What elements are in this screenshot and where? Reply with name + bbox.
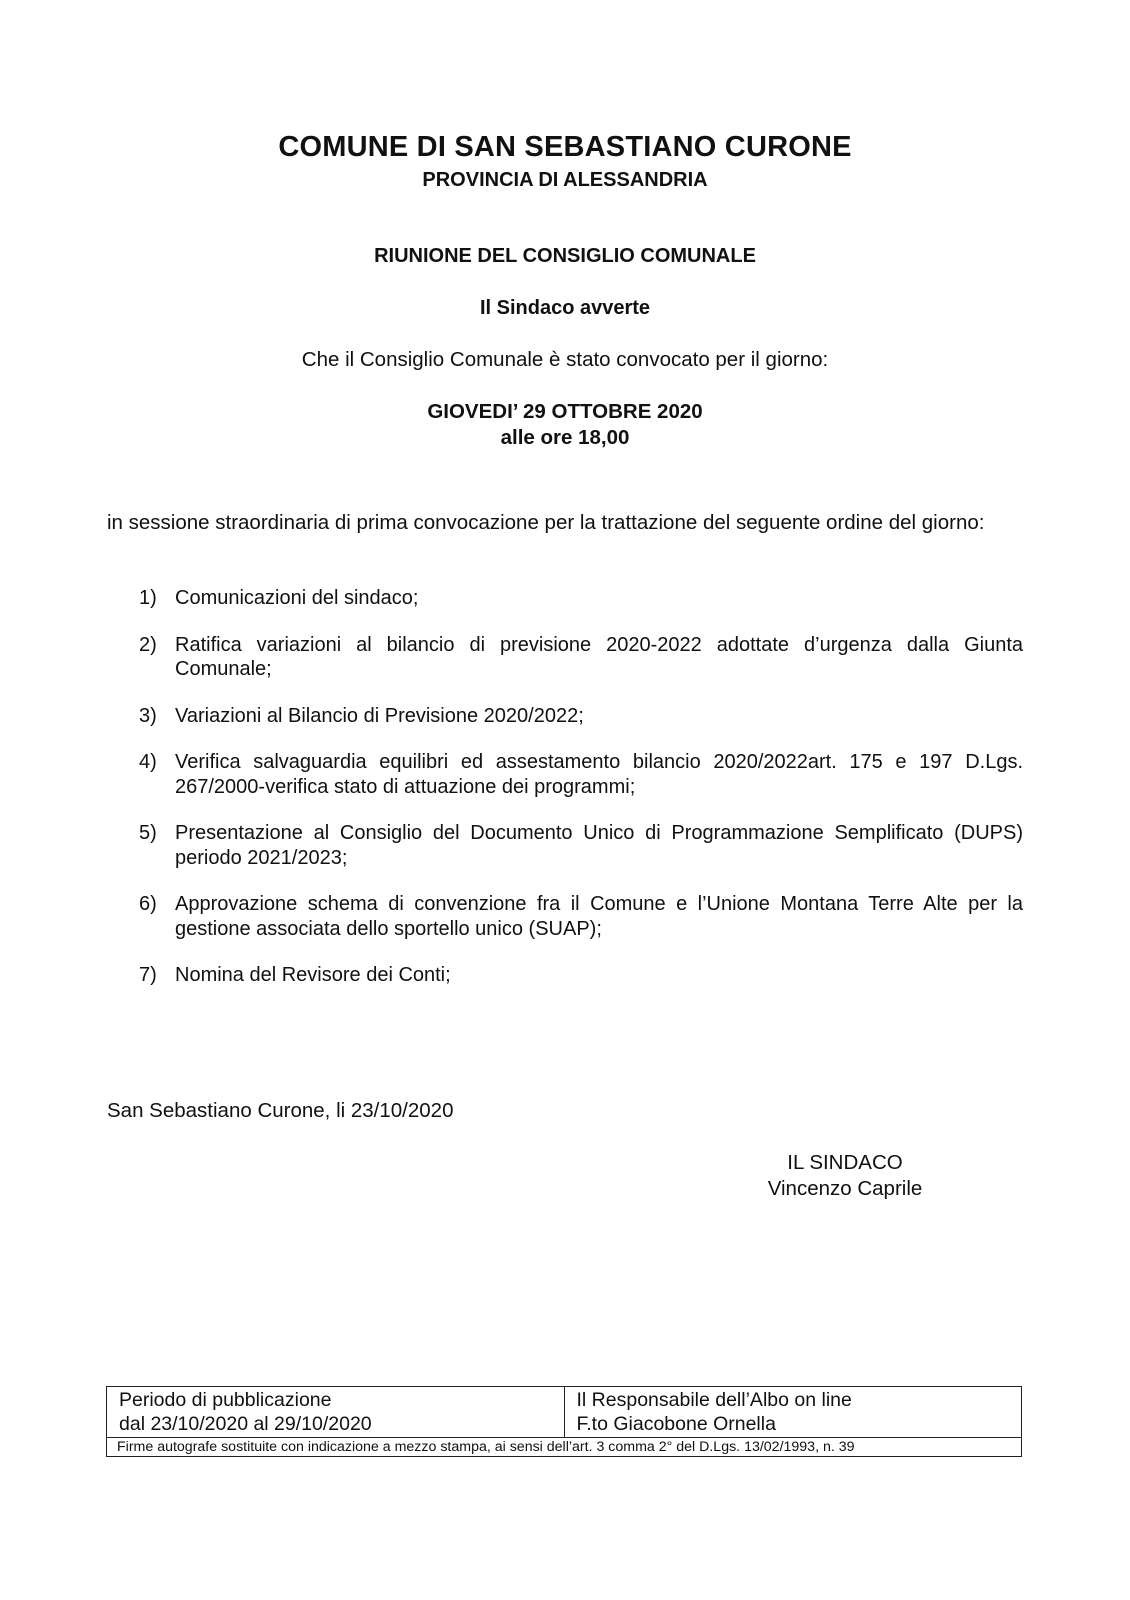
signer-name: Vincenzo Caprile bbox=[767, 1177, 923, 1200]
province-subtitle: PROVINCIA DI ALESSANDRIA bbox=[422, 169, 708, 191]
agenda-item-number: 6) bbox=[139, 893, 157, 915]
agenda-item-text: Comunicazioni del sindaco; bbox=[175, 587, 419, 609]
agenda-item-number: 3) bbox=[139, 704, 157, 727]
agenda-item bbox=[107, 586, 1023, 611]
publication-row bbox=[107, 1387, 1022, 1438]
meeting-time: alle ore 18,00 bbox=[500, 426, 630, 449]
agenda-item bbox=[107, 750, 1023, 799]
period-value: dal 23/10/2020 al 29/10/2020 bbox=[119, 1413, 372, 1435]
meeting-date: GIOVEDI’ 29 OTTOBRE 2020 bbox=[427, 400, 703, 423]
responsible-label: Il Responsabile dell’Albo on line bbox=[576, 1389, 852, 1411]
session-paragraph: in sessione straordinaria di prima convocazione per la trattazione del seguente ordine del giorno: bbox=[107, 511, 985, 534]
publication-period-cell bbox=[107, 1387, 565, 1438]
responsible-value: F.to Giacobone Ornella bbox=[576, 1413, 776, 1435]
agenda-item bbox=[107, 963, 1023, 988]
signer-title: IL SINDACO bbox=[787, 1151, 903, 1174]
signature-note: Firme autografe sostituite con indicazione a mezzo stampa, ai sensi dell’art. 3 comma 2° del D.Lgs. 13/02/1993, n. 39 bbox=[107, 1438, 1022, 1457]
publication-table bbox=[106, 1386, 1022, 1457]
agenda-item bbox=[107, 633, 1023, 682]
meeting-heading: RIUNIONE DEL CONSIGLIO COMUNALE bbox=[374, 245, 756, 267]
agenda-item-text: Ratifica variazioni al bilancio di previsione 2020-2022 adottate d’urgenza dalla Giunta Comunale; bbox=[175, 633, 1023, 680]
agenda-item-number: 1) bbox=[139, 587, 157, 609]
municipality-title: COMUNE DI SAN SEBASTIANO CURONE bbox=[278, 131, 852, 163]
agenda-item-text: Presentazione al Consiglio del Documento Unico di Programmazione Semplificato (DUPS) periodo 2021/2023; bbox=[175, 822, 1023, 869]
agenda-item bbox=[107, 704, 1023, 729]
agenda-item-number: 7) bbox=[139, 964, 157, 986]
signature-block bbox=[750, 1150, 940, 1202]
agenda-item bbox=[107, 892, 1023, 941]
agenda-list bbox=[107, 586, 1023, 1010]
agenda-item-number: 5) bbox=[139, 822, 157, 844]
note-row bbox=[107, 1438, 1022, 1457]
announcer-line: Il Sindaco avverte bbox=[479, 297, 651, 319]
agenda-item bbox=[107, 821, 1023, 870]
intro-line: Che il Consiglio Comunale è stato convocato per il giorno: bbox=[301, 348, 829, 371]
agenda-item-number: 2) bbox=[139, 633, 157, 656]
period-label: Periodo di pubblicazione bbox=[119, 1389, 332, 1411]
agenda-item-text: Approvazione schema di convenzione fra il Comune e l’Unione Montana Terre Alte per la gestione associata dello sportello unico (SUAP); bbox=[175, 893, 1023, 940]
agenda-item-number: 4) bbox=[139, 751, 157, 773]
meeting-date-block bbox=[0, 399, 1130, 451]
place-and-date: San Sebastiano Curone, li 23/10/2020 bbox=[107, 1099, 454, 1122]
responsible-cell bbox=[564, 1387, 1022, 1438]
agenda-item-text: Verifica salvaguardia equilibri ed assestamento bilancio 2020/2022art. 175 e 197 D.Lgs. 267/2000-verifica stato di attuazione dei programmi; bbox=[175, 751, 1023, 798]
agenda-item-text: Nomina del Revisore dei Conti; bbox=[175, 964, 451, 986]
agenda-item-text: Variazioni al Bilancio di Previsione 2020/2022; bbox=[175, 704, 584, 727]
